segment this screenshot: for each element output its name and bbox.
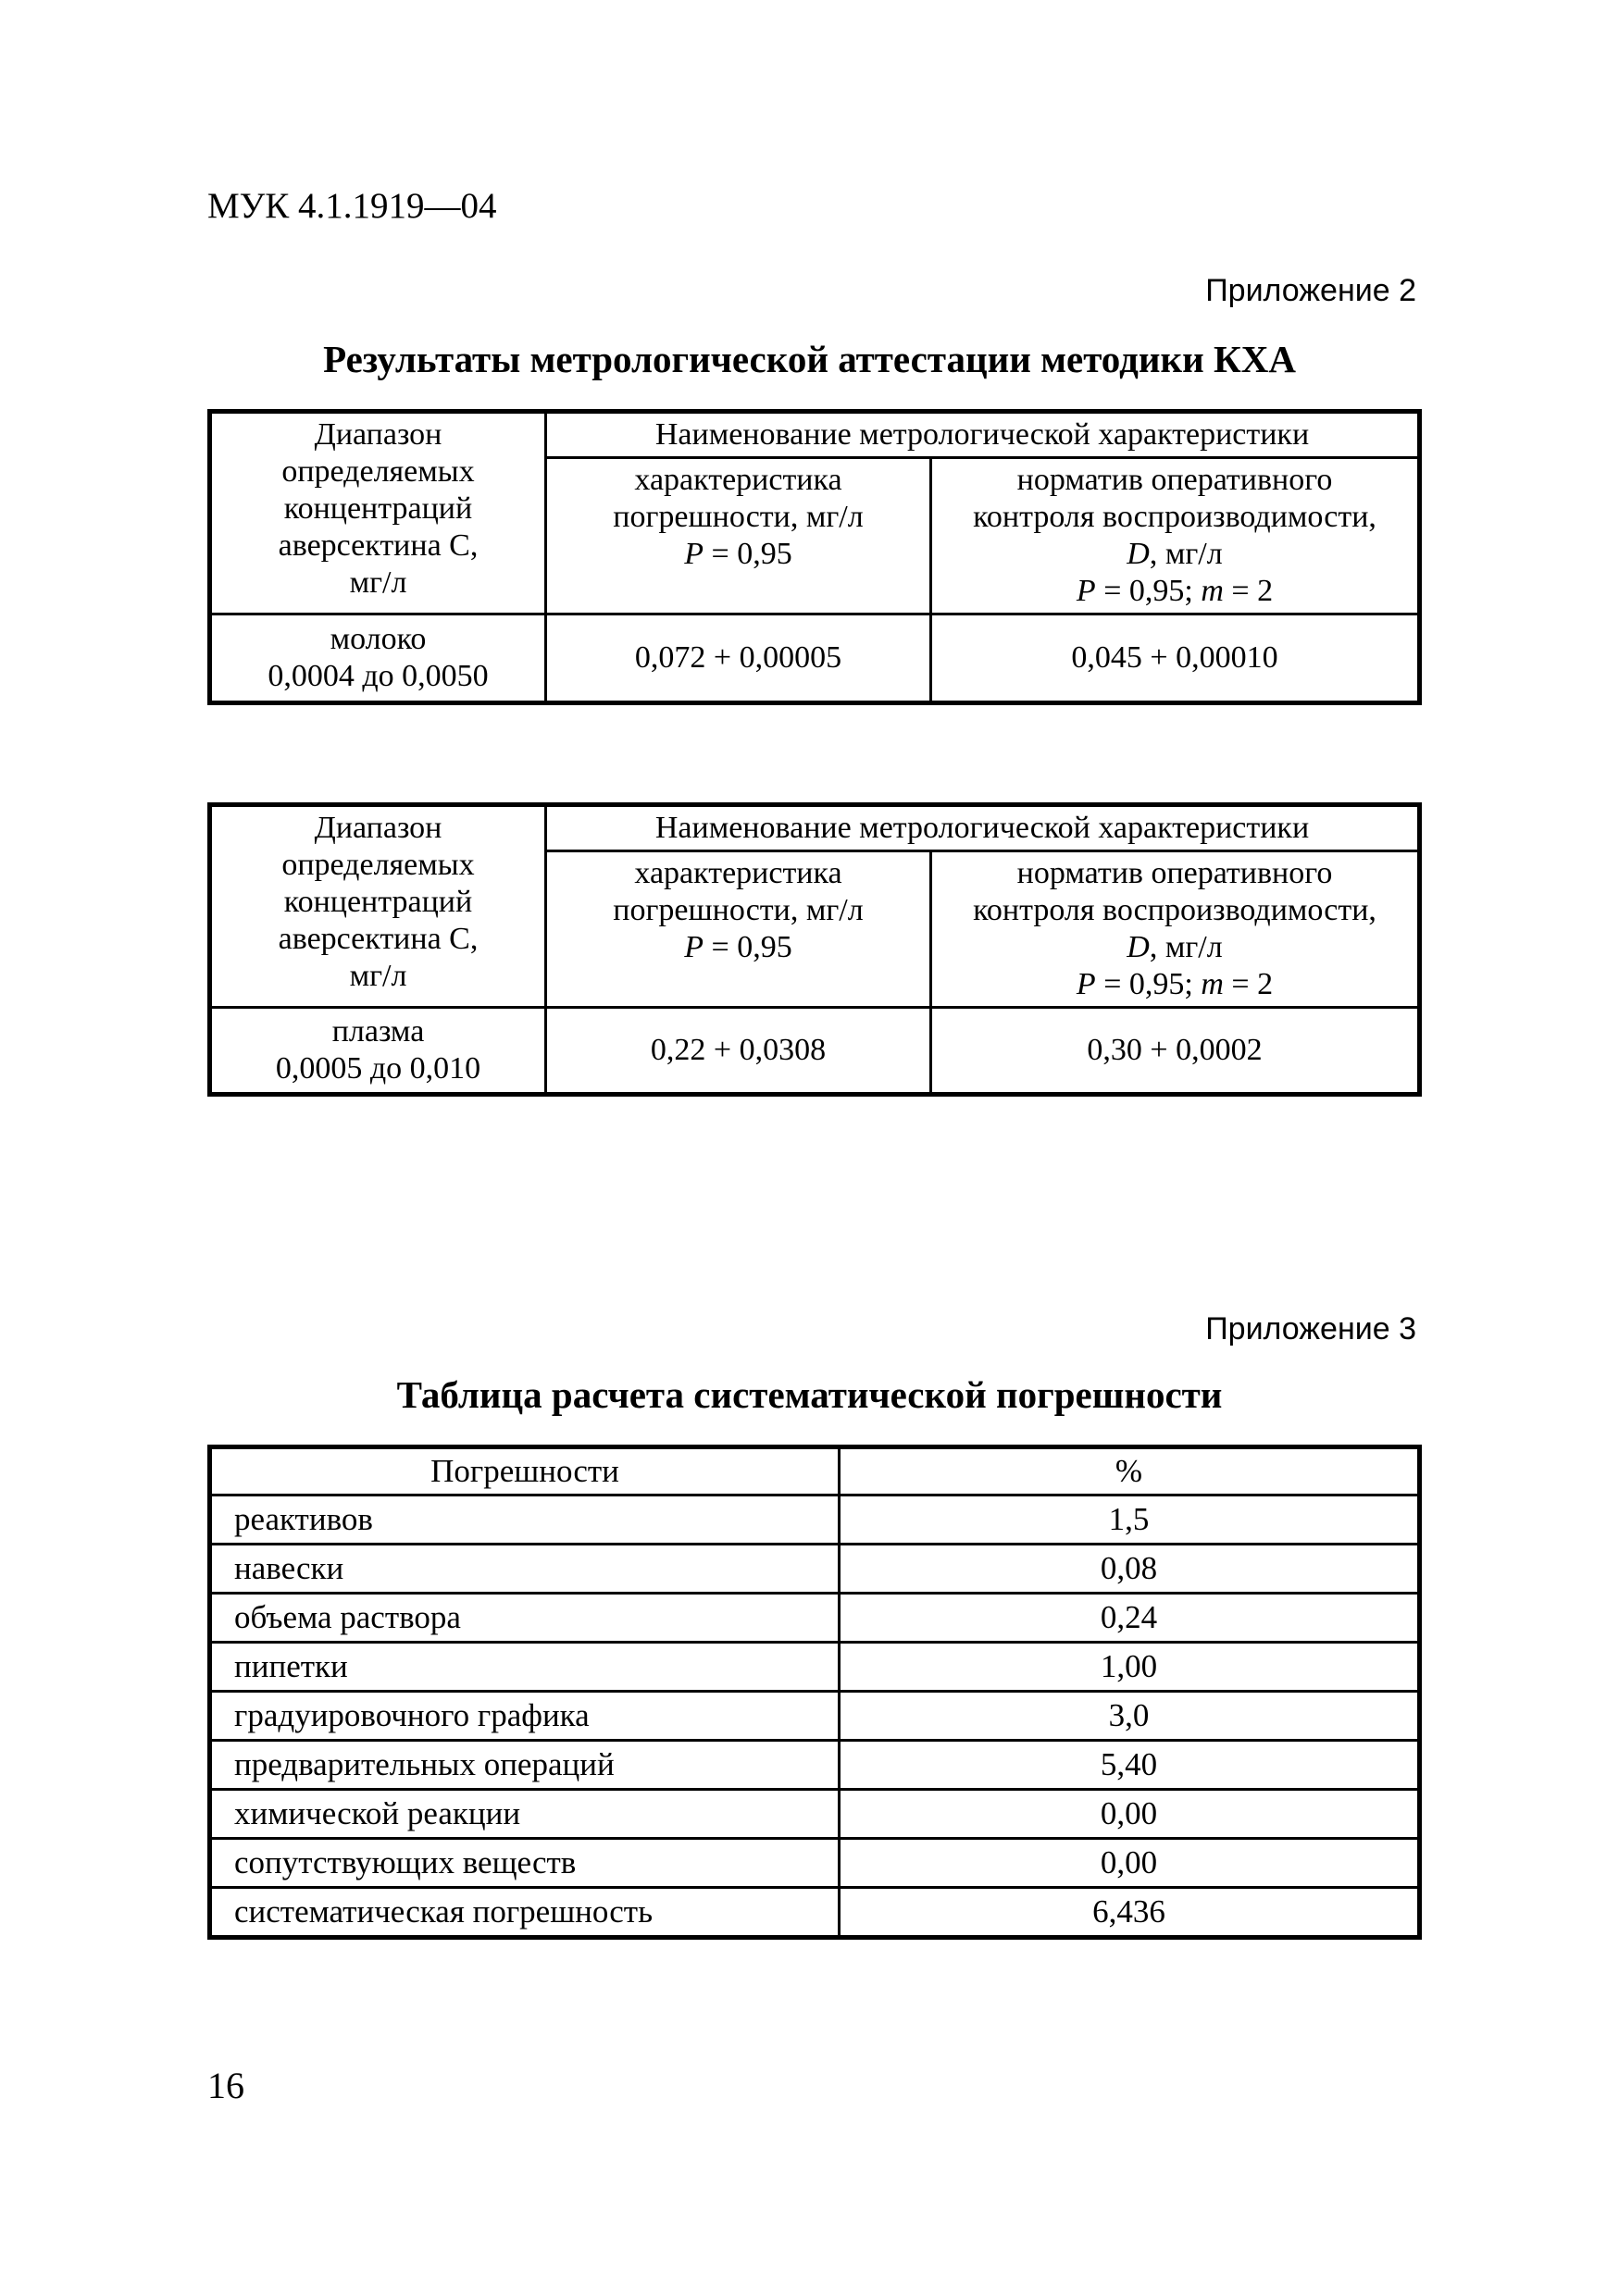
error-name: реактивов xyxy=(210,1496,840,1545)
error-name: сопутствующих веществ xyxy=(210,1839,840,1888)
norm-header: норматив оперативного контроля воспроизводимости, D, мг/л P = 0,95; m = 2 xyxy=(931,458,1420,614)
table-row xyxy=(210,1692,1420,1741)
error-value: 0,072 + 0,00005 xyxy=(546,614,931,703)
norm-value: 0,045 + 0,00010 xyxy=(931,614,1420,703)
error-name: пипетки xyxy=(210,1643,840,1692)
error-percent: 3,0 xyxy=(840,1692,1420,1741)
error-name: предварительных операций xyxy=(210,1741,840,1790)
error-percent: 1,5 xyxy=(840,1496,1420,1545)
metrology-table-milk xyxy=(207,409,1422,705)
systematic-error-table xyxy=(207,1445,1422,1940)
error-name: объема раствора xyxy=(210,1594,840,1643)
error-name: химической реакции xyxy=(210,1790,840,1839)
table-row xyxy=(210,1643,1420,1692)
document-code: МУК 4.1.1919—04 xyxy=(207,186,497,226)
error-header: характеристика погрешности, мг/л P = 0,95 xyxy=(546,458,931,614)
column-header-errors: Погрешности xyxy=(210,1447,840,1496)
error-value: 0,22 + 0,0308 xyxy=(546,1008,931,1095)
range-header: Диапазон определяемых концентраций аверсектина С, мг/л xyxy=(210,805,546,1008)
appendix-3-label: Приложение 3 xyxy=(1205,1311,1416,1347)
error-percent: 0,24 xyxy=(840,1594,1420,1643)
range-header: Диапазон определяемых концентраций аверсектина С, мг/л xyxy=(210,412,546,614)
error-name: систематическая погрешность xyxy=(210,1888,840,1938)
error-header: характеристика погрешности, мг/л P = 0,95 xyxy=(546,851,931,1008)
error-name: навески xyxy=(210,1545,840,1594)
column-header-percent: % xyxy=(840,1447,1420,1496)
error-percent: 1,00 xyxy=(840,1643,1420,1692)
metrology-table-plasma xyxy=(207,802,1422,1097)
error-percent: 6,436 xyxy=(840,1888,1420,1938)
table-row xyxy=(210,1741,1420,1790)
norm-value: 0,30 + 0,0002 xyxy=(931,1008,1420,1095)
table-row xyxy=(210,1545,1420,1594)
error-percent: 0,00 xyxy=(840,1790,1420,1839)
error-name: градуировочного графика xyxy=(210,1692,840,1741)
table-header-row xyxy=(210,1447,1420,1496)
error-percent: 5,40 xyxy=(840,1741,1420,1790)
appendix-2-label: Приложение 2 xyxy=(1205,273,1416,308)
table-row xyxy=(210,1496,1420,1545)
error-percent: 0,00 xyxy=(840,1839,1420,1888)
appendix-2-title: Результаты метрологической аттестации методики КХА xyxy=(323,338,1296,380)
table-row-total xyxy=(210,1888,1420,1938)
error-percent: 0,08 xyxy=(840,1545,1420,1594)
characteristic-group-header: Наименование метрологической характеристики xyxy=(546,805,1420,851)
appendix-3-title: Таблица расчета систематической погрешности xyxy=(396,1373,1223,1416)
table-row xyxy=(210,1594,1420,1643)
range-cell: плазма 0,0005 до 0,010 xyxy=(210,1008,546,1095)
norm-header: норматив оперативного контроля воспроизводимости, D, мг/л P = 0,95; m = 2 xyxy=(931,851,1420,1008)
characteristic-group-header: Наименование метрологической характеристики xyxy=(546,412,1420,458)
table-row xyxy=(210,1839,1420,1888)
page-number: 16 xyxy=(207,2065,244,2106)
table-row xyxy=(210,1790,1420,1839)
range-cell: молоко 0,0004 до 0,0050 xyxy=(210,614,546,703)
